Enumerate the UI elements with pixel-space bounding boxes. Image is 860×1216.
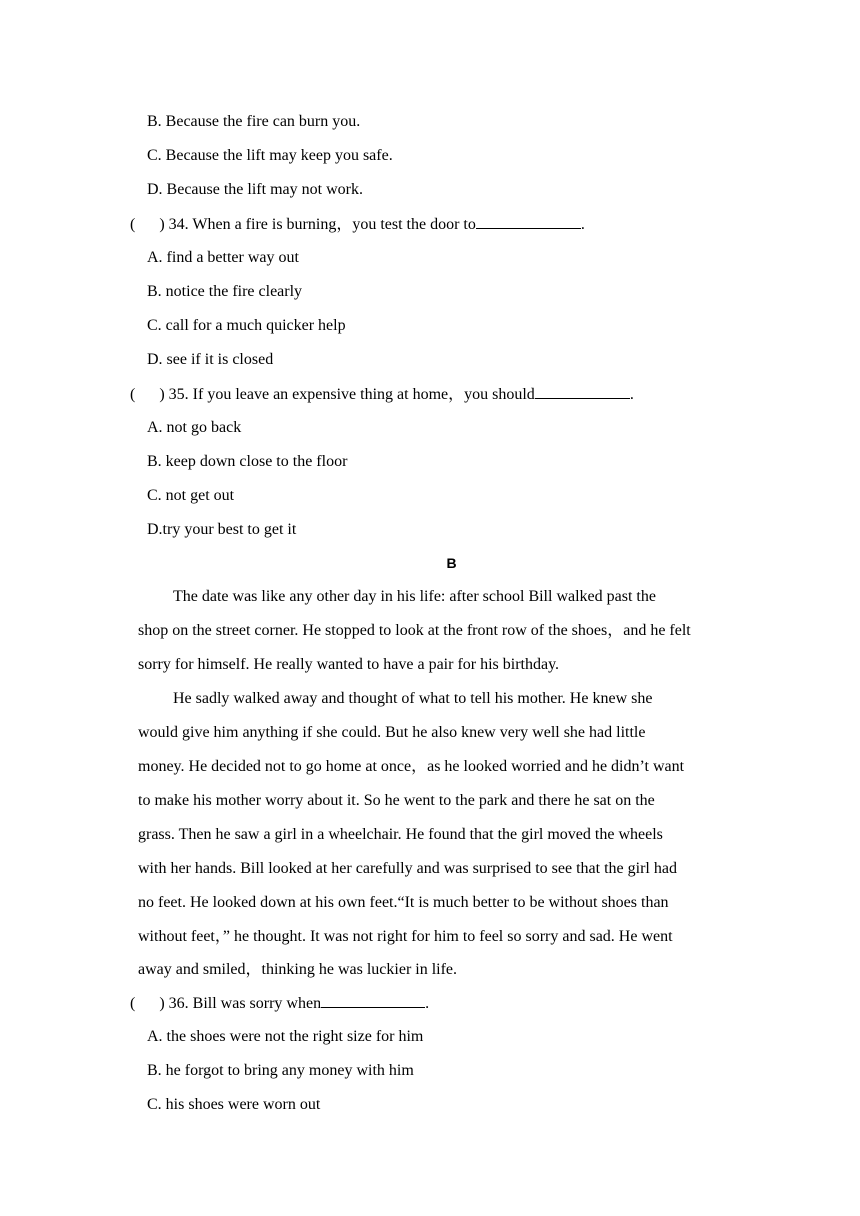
answer-paren-open: (: [130, 386, 136, 403]
passage-line: shop on the street corner. He stopped to look at the front row of the shoes，and he felt: [138, 622, 691, 639]
q34-option-b: B. notice the fire clearly: [147, 283, 303, 300]
question-36: ( ) 36. Bill was sorry when .: [130, 995, 430, 1012]
q36-option-a: A. the shoes were not the right size for him: [147, 1028, 424, 1045]
passage-line: with her hands. Bill looked at her carefully and was surprised to see that the girl had: [138, 860, 677, 877]
answer-paren-open: (: [130, 995, 136, 1012]
passage-line: away and smiled，thinking he was luckier in life.: [138, 961, 458, 978]
passage-line: would give him anything if she could. But he also knew very well she had little: [138, 724, 646, 741]
q35-option-b: B. keep down close to the floor: [147, 453, 348, 470]
question-stem: 34. When a fire is burning，you test the door to: [168, 216, 476, 233]
q36-option-c: C. his shoes were worn out: [147, 1096, 321, 1113]
q35-option-d: D.try your best to get it: [147, 521, 297, 538]
answer-paren-close: ): [159, 216, 165, 233]
passage-line: sorry for himself. He really wanted to have a pair for his birthday.: [138, 656, 560, 673]
passage-line: He sadly walked away and thought of what to tell his mother. He knew she: [173, 690, 653, 707]
passage-line: without feet，” he thought. It was not right for him to feel so sorry and sad. He went: [138, 928, 673, 945]
answer-paren-open: (: [130, 216, 136, 233]
answer-paren-close: ): [159, 995, 165, 1012]
q35-option-c: C. not get out: [147, 487, 235, 504]
answer-blank: [535, 384, 630, 399]
q34-option-c: C. call for a much quicker help: [147, 317, 346, 334]
passage-line: The date was like any other day in his life: after school Bill walked past the: [173, 588, 656, 605]
q33-option-c: C. Because the lift may keep you safe.: [147, 147, 393, 164]
q33-option-d: D. Because the lift may not work.: [147, 181, 363, 198]
q33-option-b: B. Because the fire can burn you.: [147, 113, 361, 130]
q34-option-d: D. see if it is closed: [147, 351, 274, 368]
q35-option-a: A. not go back: [147, 419, 242, 436]
passage-line: money. He decided not to go home at once，as he looked worried and he didn’t want: [138, 758, 685, 775]
question-stem: 36. Bill was sorry when: [168, 995, 322, 1012]
passage-line: grass. Then he saw a girl in a wheelchair. He found that the girl moved the wheels: [138, 826, 663, 843]
question-stem: 35. If you leave an expensive thing at home，you should: [168, 386, 535, 403]
q36-option-b: B. he forgot to bring any money with him: [147, 1062, 414, 1079]
q34-option-a: A. find a better way out: [147, 249, 299, 266]
answer-blank: [476, 214, 581, 229]
question-34: ( ) 34. When a fire is burning，you test the door to .: [130, 216, 585, 233]
answer-blank: [321, 993, 425, 1008]
section-heading: B: [446, 555, 457, 571]
answer-paren-close: ): [159, 386, 165, 403]
question-35: ( ) 35. If you leave an expensive thing at home，you should .: [130, 386, 634, 403]
passage-line: to make his mother worry about it. So he went to the park and there he sat on the: [138, 792, 655, 809]
passage-line: no feet. He looked down at his own feet.“It is much better to be without shoes than: [138, 894, 669, 911]
